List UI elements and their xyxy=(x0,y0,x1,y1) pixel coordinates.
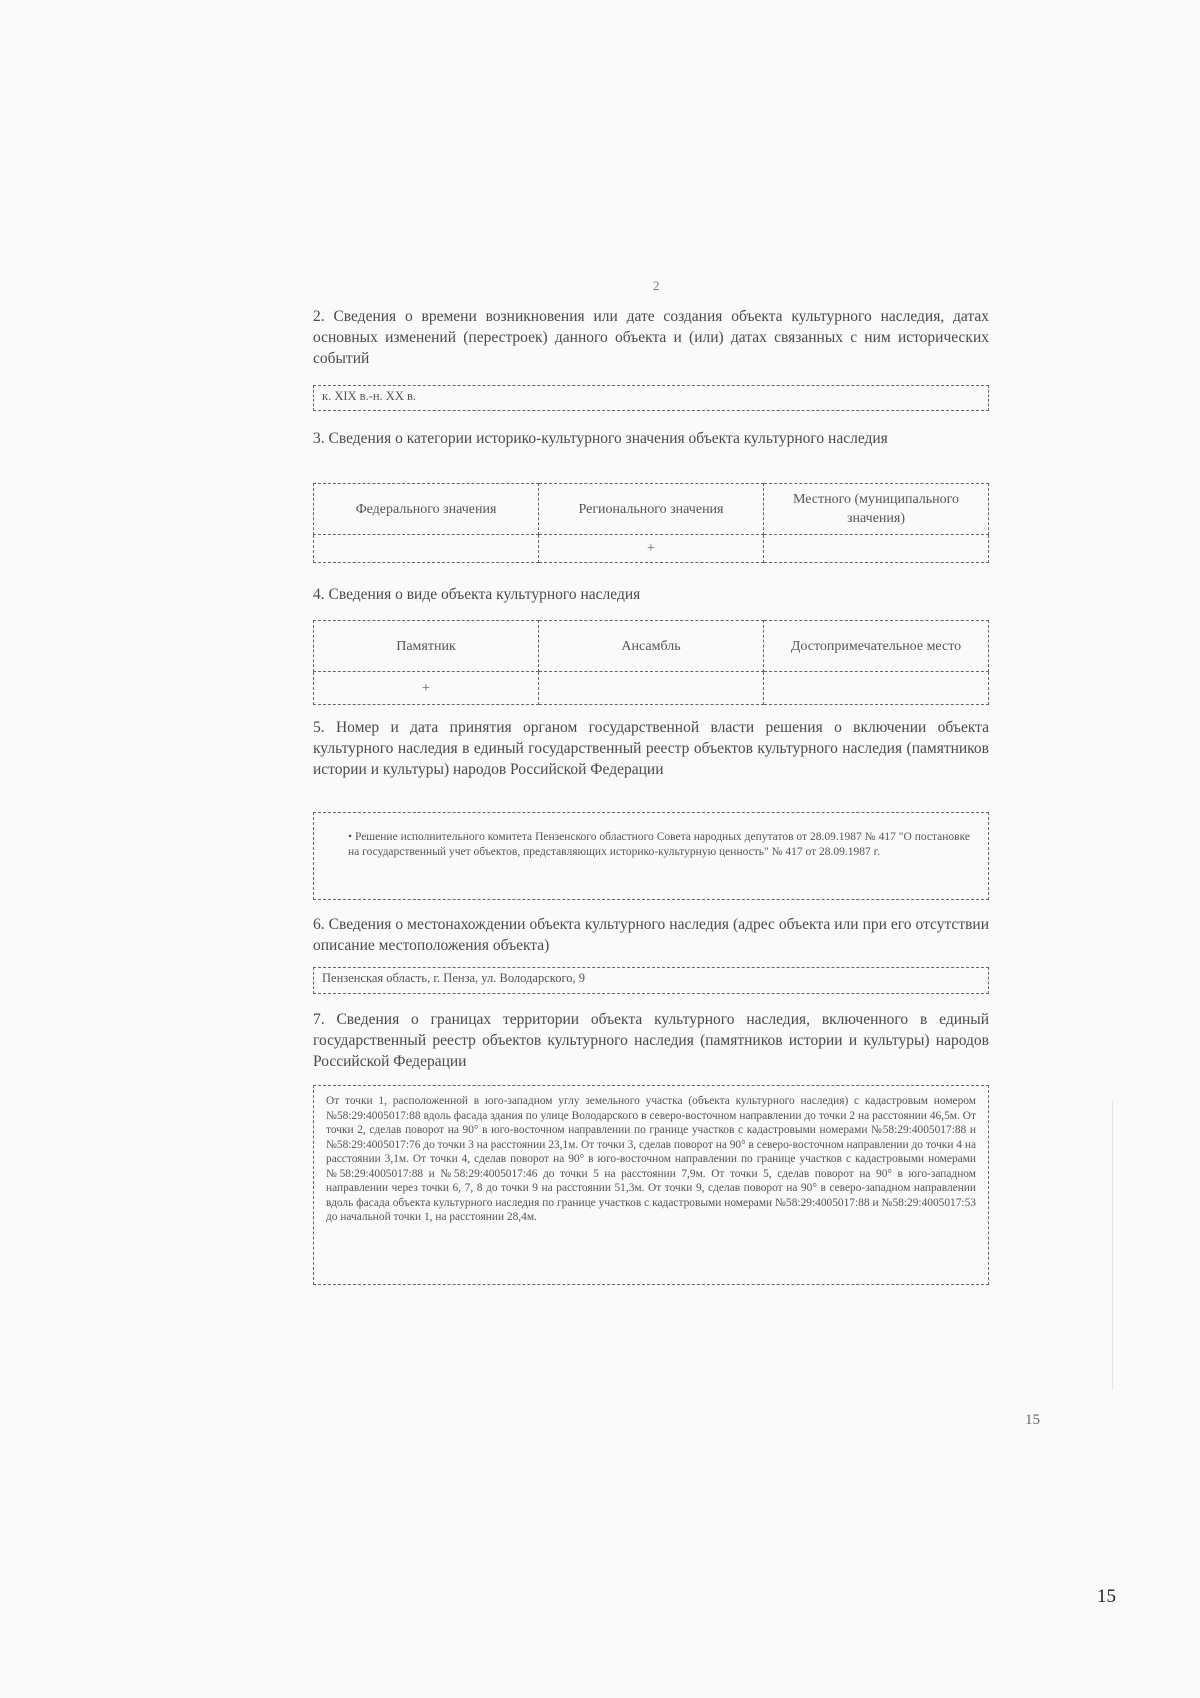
section-2-heading: 2. Сведения о времени возникновения или дате создания объекта культурного наследия, датах основных изменений (перестроек) данного объекта и (или) датах связанных с ним исторических событий xyxy=(313,308,989,367)
page-number: 15 xyxy=(1097,1586,1116,1607)
section-4-col-ensemble: Ансамбль xyxy=(539,621,764,672)
section-3-table xyxy=(313,483,989,563)
section-7-box xyxy=(313,1085,989,1285)
section-3-col-regional: Регионального значения xyxy=(539,484,764,535)
section-3-col-federal: Федерального значения xyxy=(314,484,539,535)
section-3-mark-local xyxy=(764,535,989,563)
section-4-mark-landmark xyxy=(764,672,989,705)
scanned-page-number: 15 xyxy=(1025,1412,1040,1428)
section-5-heading: 5. Номер и дата принятия органом государственной власти решения о включении объекта культурного наследия в единый государственный реестр объектов культурного наследия (памятников истории и культуры) народов Российской Федерации xyxy=(313,719,989,778)
section-7-value: От точки 1, расположенной в юго-западном углу земельного участка (объекта культурного наследия) с кадастровым номером №58:29:4005017:88 вдоль фасада здания по улице Володарского в северо-восточном направлении до точки 2 на расстоянии 46,5м. От точки 2, сделав поворот на 90° в юго-восточном направлении по границе участков с кадастровыми номерами №58:29:4005017:88 и №58:29:4005017:76 до точки 3 на расстоянии 23,1м. От точки 3, сделав поворот на 90° в северо-восточном направлении до точки 4 на расстоянии 3,1м. От точки 4, сделав поворот на 90° в юго-восточном направлении по границе участков с кадастровыми номерами №58:29:4005017:88 и №58:29:4005017:46 до точки 5 на расстоянии 7,9м. От точки 5, сделав поворот на 90° в юго-западном направлении через точки 6, 7, 8 до точки 9 на расстоянии 51,3м. От точки 9, сделав поворот на 90° в северо-западном направлении вдоль фасада объекта культурного наследия по границе участков с кадастровыми номерами №58:29:4005017:88 и №58:29:4005017:53 до начальной точки 1, на расстоянии 28,4м. xyxy=(326,1095,976,1223)
section-4-col-landmark: Достопримечательное место xyxy=(764,621,989,672)
section-2-box xyxy=(313,385,989,411)
section-3-header-row xyxy=(314,484,989,535)
scan-edge-line xyxy=(1112,1100,1113,1390)
section-3-col-local: Местного (муниципального значения) xyxy=(764,484,989,535)
section-4-header-row xyxy=(314,621,989,672)
section-3-mark-regional: + xyxy=(539,535,764,563)
section-3-mark-row xyxy=(314,535,989,563)
section-2-value: к. XIX в.-н. XX в. xyxy=(322,389,417,403)
section-4-table xyxy=(313,620,989,705)
inner-page-number: 2 xyxy=(653,278,660,293)
section-4-heading: 4. Сведения о виде объекта культурного наследия xyxy=(313,586,641,603)
section-3-heading: 3. Сведения о категории историко-культурного значения объекта культурного наследия xyxy=(313,430,888,447)
section-4-mark-monument: + xyxy=(314,672,539,705)
section-4-col-monument: Памятник xyxy=(314,621,539,672)
section-5-value: • Решение исполнительного комитета Пензенского областного Совета народных депутатов от 28.09.1987 № 417 "О постановке на государственный учет объектов, представляющих историко-культурную ценность" № 417 от 28.09.1987 г. xyxy=(348,831,970,858)
section-6-box xyxy=(313,967,989,994)
section-5-box xyxy=(313,812,989,900)
section-3-mark-federal xyxy=(314,535,539,563)
section-6-heading: 6. Сведения о местонахождении объекта культурного наследия (адрес объекта или при его отсутствии описание местоположения объекта) xyxy=(313,916,989,954)
section-4-mark-row xyxy=(314,672,989,705)
section-4-mark-ensemble xyxy=(539,672,764,705)
section-7-heading: 7. Сведения о границах территории объекта культурного наследия, включенного в единый государственный реестр объектов культурного наследия (памятников истории и культуры) народов Российской Федерации xyxy=(313,1011,989,1070)
section-6-value: Пензенская область, г. Пенза, ул. Володарского, 9 xyxy=(322,971,586,985)
